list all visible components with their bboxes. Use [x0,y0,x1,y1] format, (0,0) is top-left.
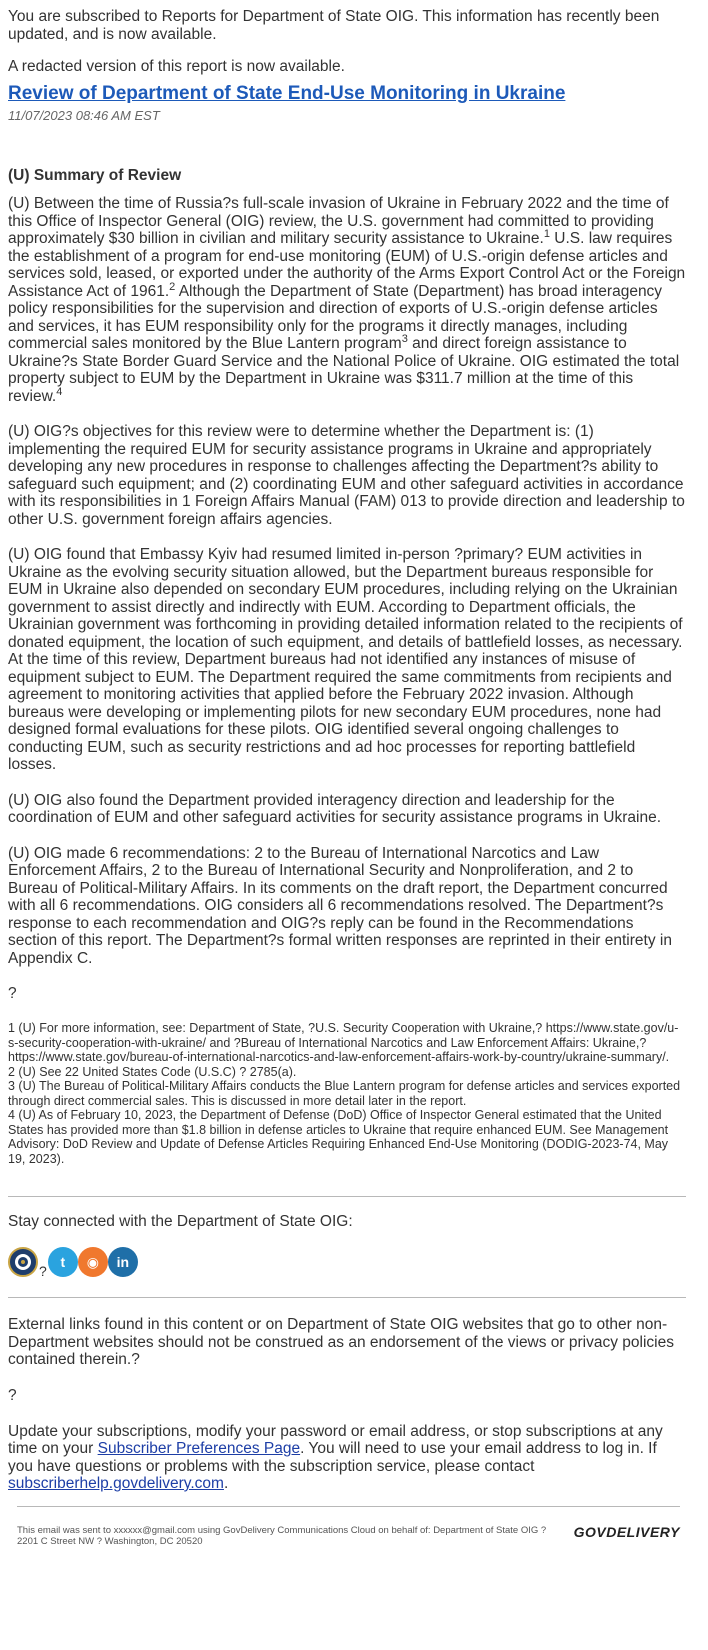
footnote-1: 1 (U) For more information, see: Department of State, ?U.S. Security Cooperation with Ukraine,? https://www.state.gov/u-s-security-cooperation-with-ukraine/ and ?Bureau of International Narcotics and Law Enforcement Affairs: Ukraine,? https://www.state.gov/bureau-of-international-narcotics-and-law-enforcement-affairs-work-by-country/ukraine-summary/. [8,1021,679,1064]
govdelivery-logo[interactable]: GOVDELIVERY [573,1524,680,1540]
stay-connected-heading: Stay connected with the Department of State OIG: [8,1213,353,1230]
subscription-management-text: Update your subscriptions, modify your password or email address, or stop subscriptions at any time on your Subscriber Preferences Page. You will need to use your email address to log in. If you have questions or problems with the subscription service, please contact subscriberhelp.govdelivery.com. [8,1422,663,1492]
footer-divider [17,1506,680,1507]
summary-paragraph-1: (U) Between the time of Russia?s full-scale invasion of Ukraine in February 2022 and the time of this Office of Inspector General (OIG) review, the U.S. government had committed to providing approximately $30 billion in civilian and military security assistance to Ukraine.$^1$ U.S. law requires the establishment of a program for end-use monitoring (EUM) of U.S.-origin defense articles and services sold, leased, or exported under the authority of the Arms Export Control Act or the Foreign Assistance Act of 1961.$^2$ Although the Department of State (Department) has broad interagency policy responsibilities for the supervision and direction of exports of U.S.-origin defense articles and services, it has EUM responsibility only for the programs it directly manages, including commercial sales monitored by the Blue Lantern program$^3$ and direct foreign assistance to Ukraine?s State Border Guard Service and the National Police of Ukraine. OIG estimated the total property subject to EUM by the Department in Ukraine was $311.7 million at the time of this review.$^4$ [8,195,686,405]
subscriber-preferences-link[interactable]: Subscriber Preferences Page [97,1440,301,1457]
subscription-notice: You are subscribed to Reports for Department of State OIG. This information has recently been updated, and is now available. [8,8,660,43]
seal-eagle-icon [13,1252,33,1272]
footnote-4: 4 (U) As of February 10, 2023, the Department of Defense (DoD) Office of Inspector General estimated that the United States has provided more than $1.8 billion in defense articles to Ukraine that require enhanced EUM. See Management Advisory: DoD Review and Update of Defense Articles Requiring Enhanced End-Use Monitoring (DODIG-2023-74, May 19, 2023). [8,1108,669,1166]
divider [8,1196,686,1197]
summary-heading: (U) Summary of Review [8,167,182,184]
social-icons [8,1245,686,1279]
email-footer [17,1506,680,1547]
state-seal-icon[interactable] [8,1247,38,1277]
summary-paragraph-2: (U) OIG?s objectives for this review were to determine whether the Department is: (1) implementing the required EUM for security assistance programs in Ukraine and appropriately developing any new procedures in response to challenges affecting the Department?s ability to safeguard such equipment; and (2) coordinating EUM and other safeguard activities in accordance with its responsibilities in 1 Foreign Affairs Manual (FAM) 013 to provide direction and leadership to other U.S. government foreign affairs agencies. [8,423,685,528]
linkedin-icon[interactable]: in [108,1247,138,1277]
summary-paragraph-4: (U) OIG also found the Department provided interagency direction and leadership for the coordination of EUM and other safeguard activities for security assistance programs in Ukraine. [8,791,662,826]
footnotes [8,1021,686,1166]
stray-character: ? [8,1386,17,1404]
footnote-ref-1: 1 [543,227,550,240]
social-separator: ? [39,1263,47,1279]
subscriber-help-link[interactable]: subscriberhelp.govdelivery.com [8,1475,224,1492]
report-date: 11/07/2023 08:46 AM EST [8,108,160,123]
report-title-link[interactable]: Review of Department of State End-Use Monitoring in Ukraine [8,83,566,104]
redacted-notice: A redacted version of this report is now available. [8,58,345,75]
twitter-icon[interactable]: t [48,1247,78,1277]
footnote-ref-4: 4 [56,385,63,398]
footnote-ref-3: 3 [401,332,408,345]
summary-paragraph-5: (U) OIG made 6 recommendations: 2 to the Bureau of International Narcotics and Law Enforcement Affairs, 2 to the Bureau of International Security and Nonproliferation, and 2 to Bureau of Political-Military Affairs. In its comments on the draft report, the Department concurred with all 6 recommendations. OIG considers all 6 recommendations resolved. The Department?s response to each recommendation and OIG?s reply can be found in the Recommendations section of this report. The Department?s formal written responses are reprinted in their entirety in Appendix C. [8,844,672,967]
email-body [8,8,686,1493]
footer-address: 2201 C Street NW ? Washington, DC 20520 [17,1536,203,1547]
footer-sent-to: This email was sent to xxxxxx@gmail.com using GovDelivery Communications Cloud on behalf of: Department of State OIG ? [17,1525,547,1536]
summary-paragraph-3: (U) OIG found that Embassy Kyiv had resumed limited in-person ?primary? EUM activities in Ukraine as the evolving security situation allowed, but the Department bureaus responsible for EUM in Ukraine also depended on secondary EUM procedures, including relying on the Ukrainian government to assist directly and indirectly with EUM. According to Department officials, the Ukrainian government was forthcoming in providing detailed information related to the recipients of donated equipment, the location of such equipment, and details of battlefield losses, as necessary. At the time of this review, Department bureaus had not identified any instances of misuse of equipment subject to EUM. The Department required the same commitments from recipients and agreement to monitoring activities that applied before the February 2022 invasion. Although bureaus were developing or implementing pilots for new secondary EUM procedures, none had designed formal evaluations for these pilots. OIG identified several ongoing challenges to conducting EUM, such as security restrictions and ad hoc processes for reporting battlefield losses. [8,546,683,773]
external-links-disclaimer: External links found in this content or on Department of State OIG websites that go to other non-Department websites should not be construed as an endorsement of the views or privacy policies contained therein.? [8,1316,674,1368]
footnote-3: 3 (U) The Bureau of Political-Military Affairs conducts the Blue Lantern program for defense articles and services exported through direct commercial sales. This is discussed in more detail later in the report. [8,1079,681,1108]
footnote-ref-2: 2 [169,280,176,293]
rss-icon[interactable]: ◉ [78,1247,108,1277]
stray-character: ? [8,985,17,1002]
footnote-2: 2 (U) See 22 United States Code (U.S.C) ? 2785(a). [8,1064,297,1079]
divider [8,1297,686,1298]
